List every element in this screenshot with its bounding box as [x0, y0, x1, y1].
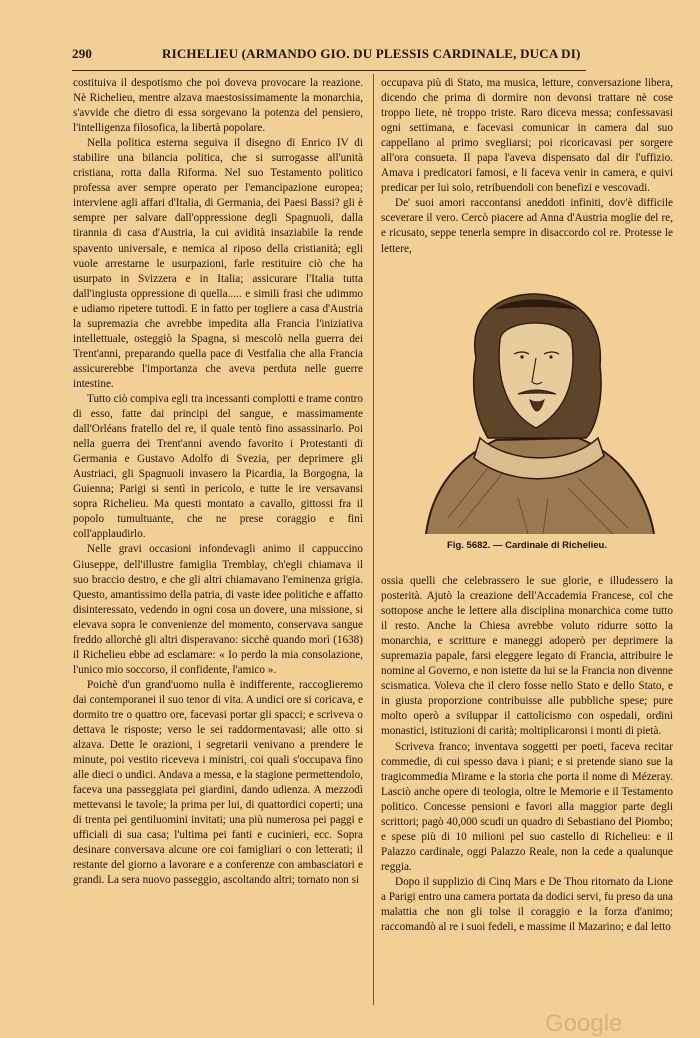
paragraph: Poichè d'un grand'uomo nulla è indifferente, raccoglieremo dai contemporanei il suo tenor di vita. A undici ore si coricava, e dormito tre o quattro ore, facevasi portar gli spacci; e scriveva o dettava le risposte; verso le sei raddormentavasi; alle otto si alzava. Dette le orazioni, i segretarii venivano a prendere le minute, poi vestito riceveva i ministri, coi quali s'occupava fino alle dieci o undici. Andava a messa, e la stagione permettendolo, faceva una passeggiata pei giardini, dando udienza. A mezzodì mettevansi le tavole; la prima per lui, di quattordici coperti; una di trenta pei gentiluomini invitati; una più numerosa pei paggi e ufficiali di sua casa; l'ultima pei fanti e cucinieri, ecc. Sopra desinare conversava alcune ore coi famigliari o con letterati; il restante del giorno a lavorare e a conferenze con ambasciatori e grandi. La sera nuovo passeggio, ascoltando altri; tornato non si [73, 678, 363, 887]
paragraph: Scriveva franco; inventava soggetti per poeti, faceva recitar commedie, di cui spesso dava i piani; e si pretende siano sue la tragicommedia Mirame e la storia che porta il nome di Mézeray. Lasciò anche opere di teologia, oltre le Memorie e il Testamento politico. Concesse pensioni e favori alla maggior parte degli scrittori; pagò 40,000 scudi un quadro di Sebastiano del Piombo; e spese più di 10 milioni pel suo castello di Richelieu: e il Palazzo cardinale, oggi Palazzo Reale, non la cede a qualunque reggia. [381, 740, 673, 873]
portrait-engraving [418, 288, 656, 534]
right-column-top [381, 76, 673, 257]
paragraph: costituiva il despotismo che poi doveva provocare la reazione. Nè Richelieu, mentre alzava maestosissimamente la monarchia, s'avvide che dietro di essa sorgevano la potenza del pensiero, l'intelligenza filosofica, la libertà popolare. [73, 77, 363, 135]
figure-caption: Fig. 5682. — Cardinale di Richelieu. [447, 540, 607, 551]
paragraph: Dopo il supplizio di Cinq Mars e De Thou ritornato da Lione a Parigi entro una camera portata da dodici servi, fu preso da una malattia che non gli tolse il coraggio e la forza d'animo; raccomandò al re i suoi fedeli, e massime il Mazarino; e dal letto [381, 875, 673, 934]
left-column [73, 76, 363, 889]
running-title: RICHELIEU (ARMANDO GIO. DU PLESSIS CARDINALE, DUCA DI) [162, 46, 581, 61]
paragraph: occupava più di Stato, ma musica, letture, conversazione libera, dicendo che prima di dormire non devonsi trattare nè cose troppo liete, nè troppo triste. Raro diceva messa; confessavasi ogni settimana, e facevasi comunicar in camera dal suo cappellano al primo svegliarsi; poi ricoricavasi per sorgere all'ora consueta. Il papa l'aveva dispensato dal dir l'uffizio. Amava i predicatori famosi, e li faceva venir in camera, e quivi predicar per lui solo, retribuendoli con benefizi e vescovadi. [381, 77, 673, 195]
paragraph: ossia quelli che celebrassero le sue glorie, e illudessero la posterità. Ajutò la creazione dell'Accademia Francese, col che sottopose anche le lettere alla disciplina monarchica come tutto il resto. Anche la Chiesa avrebbe voluto ridurre sotto la monarchia, e scritture e maneggi adoperò per deprimere la supremazia papale, farsi eleggere legato di Francia, attribuire le nomine al Governo, e non istette da lui se la Francia non divenne scismatica. Voleva che il clero fosse nello Stato e dello Stato, e in giusta proporzione contribuisse alle pubbliche spese; pure molto operò a sviluppar il cattolicismo con ospedali, ordini monastici, istituzioni di carità; moltiplicaronsi i monti di pietà. [381, 575, 673, 738]
paragraph: Tutto ciò compiva egli tra incessanti complotti e trame contro di esso, fatte dai principi del sangue, e massimamente dall'Orléans fratello del re, il quale tentò fino assassinarlo. Poi nella guerra dei Trent'anni avendo favorito i Protestanti di Germania e Gustavo Adolfo di Svezia, per deprimere gli Austriaci, gli Spagnuoli invasero la Picardia, la Borgogna, la Guienna; Parigi si sentì in pericolo, e tutte le ire versavansi sopra Richelieu. Ma questi montato a cavallo, gittossi fra il popolo tumultuante, che ne prese coraggio e finì coll'applaudirlo. [73, 392, 363, 541]
paragraph: De' suoi amori raccontansi aneddoti infiniti, dov'è difficile sceverare il vero. Cercò piacere ad Anna d'Austria moglie del re, e ricusato, seppe tenerla sempre in disaccordo col re. Protesse le lettere, [381, 197, 673, 255]
column-divider [373, 74, 374, 1005]
page-number: 290 [72, 46, 93, 61]
header-rule [72, 70, 586, 71]
paragraph: Nelle gravi occasioni infondevagli animo il cappuccino Giuseppe, dell'illustre famiglia Tremblay, ch'egli chiamava il suo braccio destro, e che gli altri chiamavano l'eminenza grigia. Questo, amantissimo della patria, di vaste idee politiche e affatto disinteressato, vedendo in ogni cosa un dovere, una missione, si elevava sopra le convenienze del momento, conservava sangue freddo allorchè gli altri disperavano: sicchè quando morì (1638) il Richelieu ebbe ad esclamare: « Io perdo la mia consolazione, l'unico mio soccorso, il confidente, l'amico ». [73, 543, 363, 676]
paragraph: Nella politica esterna seguiva il disegno di Enrico IV di stabilire una bilancia politica, che si surrogasse all'unità cristiana, rotta dalla Riforma. Nel suo Testamento politico professa aver sempre operato per l'emancipazione europea; interviene agli affari d'Italia, di Germania, dei Paesi Bassi? gli è sempre per salvare dall'oppressione degli Spagnuoli, dalla tirannia di casa d'Austria, la cui avidità insaziabile la rende spavento universale, e nemica al riposo della cristianità; egli vuole arrestarne le usurpazioni, farle restituire ciò che ha usurpato in Svizzera e in Italia; assicurare l'Italia tutta dall'ingiusta oppressione di quella..... e simili frasi che udimmo e udiamo ripetere tuttodì. E in fatto per togliere a casa d'Austria la supremazia che avrebbe impedita alla Francia l'iniziativa intellettuale, osteggiò la Spagna, si mescolò nella guerra dei Trent'anni, preparando quella pace di Vestfalia che alla Francia assicurerebbe l'importanza che aveva perduta nelle guerre intestine. [73, 137, 363, 390]
watermark: Google [545, 1010, 623, 1037]
page-header [72, 46, 584, 68]
right-column-bottom [381, 574, 673, 935]
